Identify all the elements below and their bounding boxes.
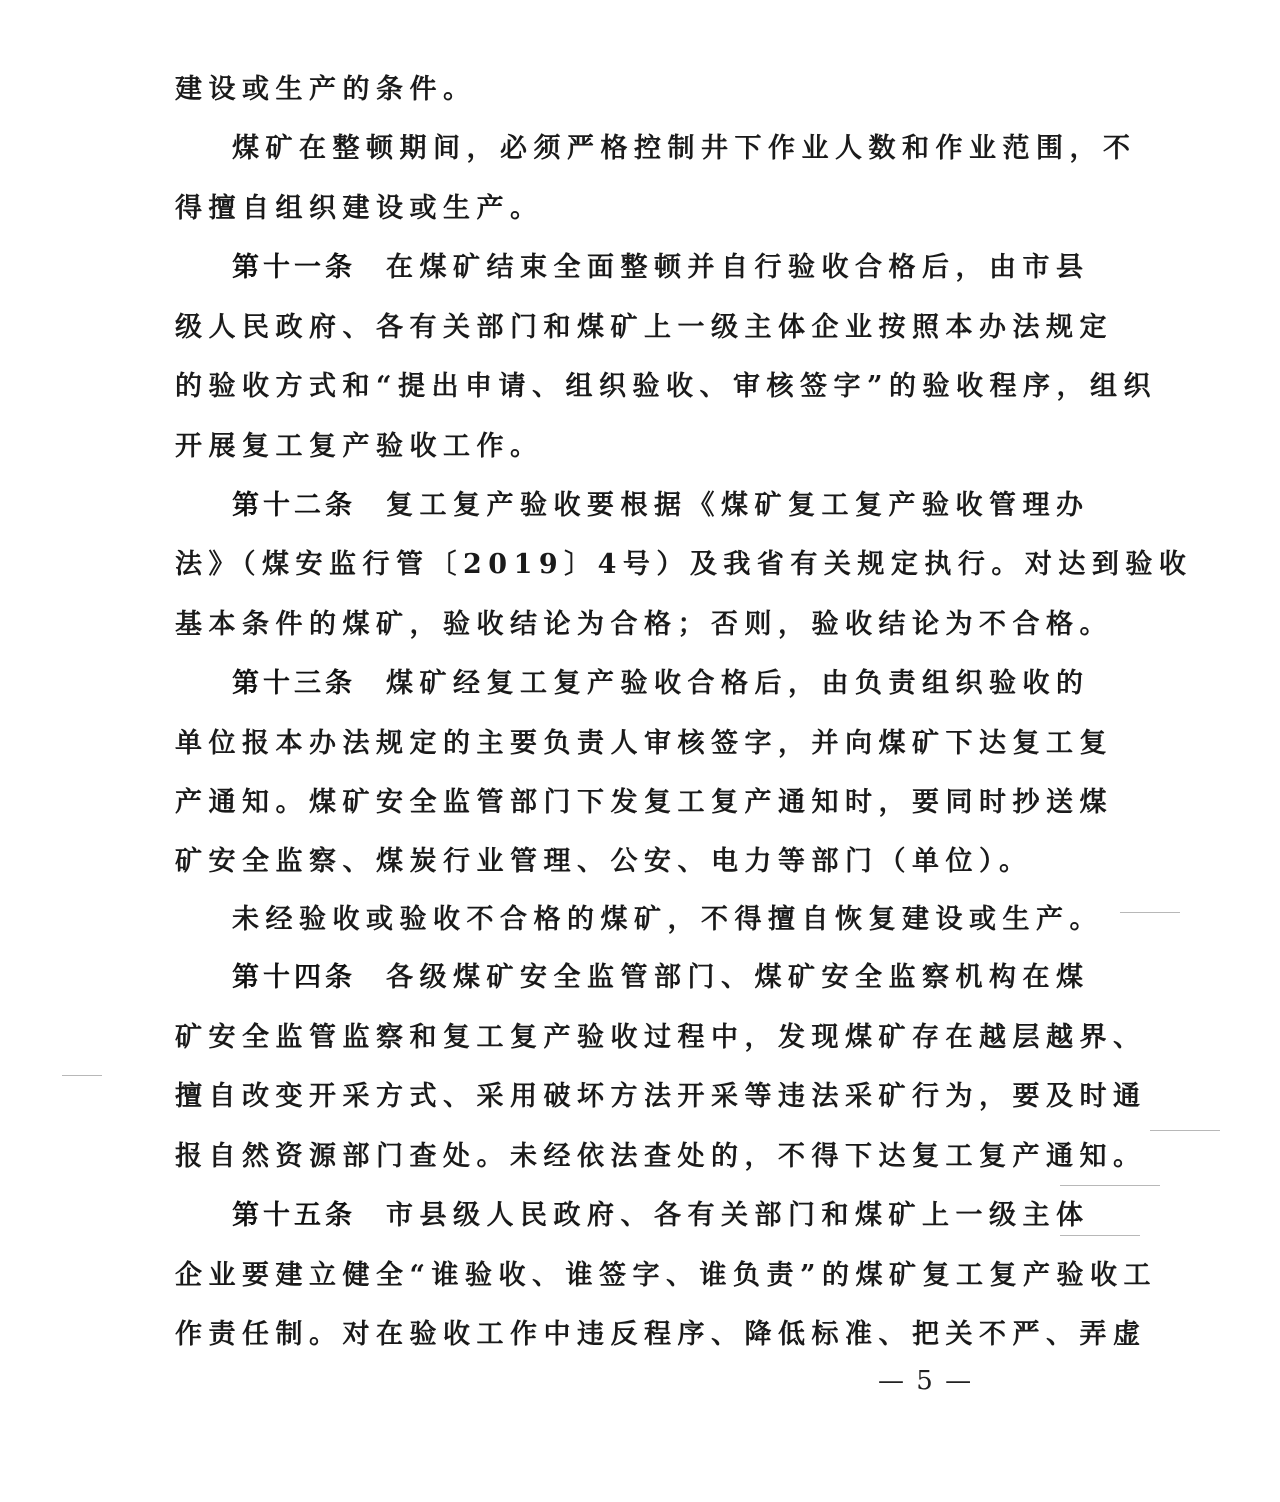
article-first-line bbox=[232, 958, 1090, 998]
text-line: 矿安全监管监察和复工复产验收过程中，发现煤矿存在越层越界、 bbox=[175, 1022, 1147, 1053]
scan-artifact bbox=[1120, 912, 1180, 913]
text-line: 法》（煤安监行管〔2019〕4号）及我省有关规定执行。对达到验收 bbox=[175, 549, 1193, 580]
text-line: 单位报本办法规定的主要负责人审核签字，并向煤矿下达复工复 bbox=[175, 728, 1113, 759]
scan-artifact bbox=[1060, 1185, 1160, 1186]
scan-artifact bbox=[1150, 1130, 1220, 1131]
article-first-line bbox=[232, 1196, 1090, 1236]
article-first-line bbox=[232, 486, 1090, 526]
text-line: 矿安全监察、煤炭行业管理、公安、电力等部门（单位）。 bbox=[175, 846, 1033, 877]
text-line: 在煤矿结束全面整顿并自行验收合格后，由市县 bbox=[386, 252, 1090, 283]
text-line: 得擅自组织建设或生产。 bbox=[175, 193, 544, 224]
page-number: — 5 — bbox=[878, 1366, 974, 1396]
text-line: 复工复产验收要根据《煤矿复工复产验收管理办 bbox=[386, 490, 1090, 521]
text-line: 的验收方式和“提出申请、组织验收、审核签字”的验收程序，组织 bbox=[175, 371, 1158, 402]
text-line: 建设或生产的条件。 bbox=[175, 74, 477, 105]
text-line: 基本条件的煤矿，验收结论为合格；否则，验收结论为不合格。 bbox=[175, 609, 1113, 640]
text-line: 煤矿经复工复产验收合格后，由负责组织验收的 bbox=[386, 668, 1090, 699]
text-line: 擅自改变开采方式、采用破坏方法开采等违法采矿行为，要及时通 bbox=[175, 1081, 1147, 1112]
text-line: 级人民政府、各有关部门和煤矿上一级主体企业按照本办法规定 bbox=[175, 312, 1113, 343]
scan-artifact bbox=[1060, 1235, 1140, 1236]
text-line: 各级煤矿安全监管部门、煤矿安全监察机构在煤 bbox=[386, 962, 1090, 993]
text-line: 煤矿在整顿期间，必须严格控制井下作业人数和作业范围，不 bbox=[232, 133, 1137, 164]
article-first-line bbox=[232, 664, 1090, 704]
article-heading: 第十二条 bbox=[232, 490, 356, 521]
text-line: 开展复工复产验收工作。 bbox=[175, 431, 544, 462]
text-line: 报自然资源部门查处。未经依法查处的，不得下达复工复产通知。 bbox=[175, 1141, 1147, 1172]
article-heading: 第十四条 bbox=[232, 962, 356, 993]
article-heading: 第十五条 bbox=[232, 1200, 356, 1231]
text-line: 作责任制。对在验收工作中违反程序、降低标准、把关不严、弄虚 bbox=[175, 1319, 1147, 1350]
scan-artifact bbox=[62, 1075, 102, 1076]
text-line: 企业要建立健全“谁验收、谁签字、谁负责”的煤矿复工复产验收工 bbox=[175, 1260, 1158, 1291]
text-line: 未经验收或验收不合格的煤矿，不得擅自恢复建设或生产。 bbox=[232, 904, 1103, 935]
article-first-line bbox=[232, 248, 1090, 288]
text-line: 市县级人民政府、各有关部门和煤矿上一级主体 bbox=[386, 1200, 1090, 1231]
text-line: 产通知。煤矿安全监管部门下发复工复产通知时，要同时抄送煤 bbox=[175, 787, 1113, 818]
article-heading: 第十三条 bbox=[232, 668, 356, 699]
article-heading: 第十一条 bbox=[232, 252, 356, 283]
